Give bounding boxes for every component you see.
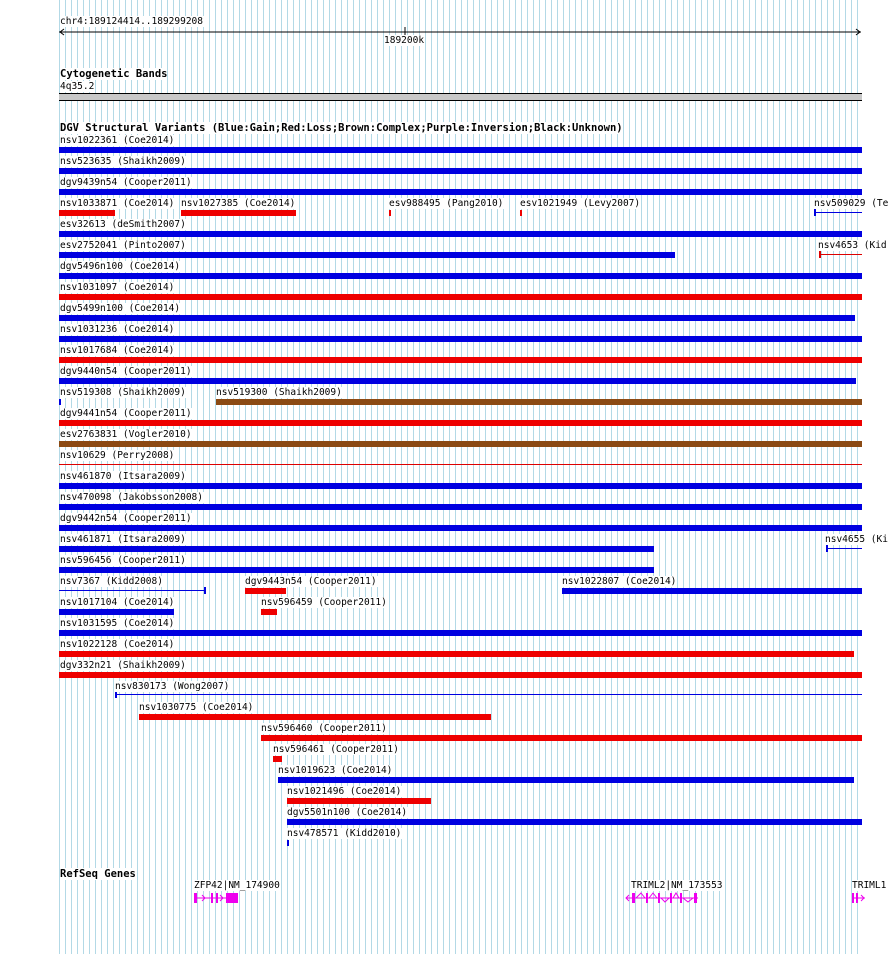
variant-bar-gain[interactable] xyxy=(59,483,862,489)
variant-label[interactable]: esv1021949 (Levy2007) xyxy=(520,198,641,209)
variant-label[interactable]: nsv1022128 (Coe2014) xyxy=(60,639,175,650)
variant-label[interactable]: nsv1017684 (Coe2014) xyxy=(60,345,175,356)
variant-label[interactable]: nsv596461 (Cooper2011) xyxy=(273,744,399,755)
variant-label[interactable]: nsv830173 (Wong2007) xyxy=(115,681,230,692)
cytoband-track-title: Cytogenetic Bands xyxy=(60,68,168,80)
gene-intron-hat xyxy=(673,893,679,898)
variant-label[interactable]: nsv478571 (Kidd2010) xyxy=(287,828,402,839)
gene-exon xyxy=(670,893,672,903)
variant-label[interactable]: nsv4653 (Kid xyxy=(818,240,887,251)
variant-label[interactable]: esv32613 (deSmith2007) xyxy=(60,219,186,230)
gene-label[interactable]: TRIML2|NM_173553 xyxy=(631,880,723,891)
gene-exon xyxy=(211,893,213,903)
variant-label[interactable]: nsv596456 (Cooper2011) xyxy=(60,555,186,566)
variant-label[interactable]: nsv1021496 (Coe2014) xyxy=(287,786,402,797)
dgv-track-title: DGV Structural Variants (Blue:Gain;Red:Loss;Brown:Complex;Purple:Inversion;Black:Unknown) xyxy=(60,122,623,134)
variant-label[interactable]: nsv1031097 (Coe2014) xyxy=(60,282,175,293)
variant-label[interactable]: nsv523635 (Shaikh2009) xyxy=(60,156,186,167)
variant-bar-gain-end[interactable] xyxy=(826,545,828,552)
variant-label[interactable]: nsv1019623 (Coe2014) xyxy=(278,765,393,776)
variant-bar-gain-thin[interactable] xyxy=(826,548,862,549)
gene-exon xyxy=(680,893,682,903)
gene-exon xyxy=(216,893,218,903)
cytoband-bar[interactable] xyxy=(59,93,862,101)
gene-label[interactable]: TRIML1 xyxy=(852,880,887,891)
variant-label[interactable]: nsv596459 (Cooper2011) xyxy=(261,597,387,608)
variant-label[interactable]: dgv9443n54 (Cooper2011) xyxy=(245,576,377,587)
variant-bar-loss[interactable] xyxy=(287,798,431,804)
variant-bar-loss[interactable] xyxy=(139,714,491,720)
variant-label[interactable]: dgv9440n54 (Cooper2011) xyxy=(60,366,192,377)
variant-label[interactable]: dgv5499n100 (Coe2014) xyxy=(60,303,181,314)
variant-bar-loss[interactable] xyxy=(520,210,522,216)
variant-label[interactable]: esv2763831 (Vogler2010) xyxy=(60,429,192,440)
variant-label[interactable]: nsv461871 (Itsara2009) xyxy=(60,534,186,545)
variant-label[interactable]: nsv509029 (Te xyxy=(814,198,889,209)
variant-bar-gain[interactable] xyxy=(59,609,174,615)
cytoband-name: 4q35.2 xyxy=(60,81,95,92)
variant-bar-gain[interactable] xyxy=(59,189,862,195)
variant-label[interactable]: nsv1031595 (Coe2014) xyxy=(60,618,175,629)
gene-exon xyxy=(646,893,648,903)
variant-bar-loss[interactable] xyxy=(59,420,862,426)
gene-exon xyxy=(694,893,697,903)
variant-label[interactable]: nsv1030775 (Coe2014) xyxy=(139,702,254,713)
variant-bar-loss[interactable] xyxy=(261,735,862,741)
variant-label[interactable]: esv988495 (Pang2010) xyxy=(389,198,504,209)
variant-bar-gain[interactable] xyxy=(59,630,862,636)
variant-bar-gain[interactable] xyxy=(59,399,61,405)
gene-intron-hat xyxy=(683,898,693,902)
variant-bar-gain[interactable] xyxy=(59,147,862,153)
variant-bar-loss[interactable] xyxy=(245,588,286,594)
variant-bar-gain[interactable] xyxy=(59,252,675,258)
variant-bar-gain[interactable] xyxy=(59,546,654,552)
variant-label[interactable]: nsv1022807 (Coe2014) xyxy=(562,576,677,587)
variant-bar-loss[interactable] xyxy=(181,210,296,216)
variant-bar-gain[interactable] xyxy=(59,525,862,531)
variant-label[interactable]: nsv1027385 (Coe2014) xyxy=(181,198,296,209)
variant-bar-gain[interactable] xyxy=(59,168,862,174)
gene-exon xyxy=(658,893,660,903)
variant-bar-gain-thin[interactable] xyxy=(115,694,862,695)
ruler-tick-label: 189200k xyxy=(384,35,425,46)
variant-label[interactable]: nsv1022361 (Coe2014) xyxy=(60,135,175,146)
variant-bar-gain-thin[interactable] xyxy=(814,212,862,213)
variant-bar-gain-end[interactable] xyxy=(814,209,816,216)
gene-intron-hat xyxy=(649,893,657,898)
gene-model-triml1[interactable] xyxy=(850,890,870,906)
variant-label[interactable]: nsv470098 (Jakobsson2008) xyxy=(60,492,203,503)
variant-bar-gain[interactable] xyxy=(562,588,862,594)
variant-bar-loss[interactable] xyxy=(59,210,115,216)
variant-bar-gain[interactable] xyxy=(59,231,862,237)
variant-bar-gain[interactable] xyxy=(59,567,654,573)
variant-label[interactable]: nsv1031236 (Coe2014) xyxy=(60,324,175,335)
variant-bar-loss[interactable] xyxy=(261,609,277,615)
variant-bar-gain[interactable] xyxy=(59,336,862,342)
location-label: chr4:189124414..189299208 xyxy=(60,16,203,27)
variant-bar-gain[interactable] xyxy=(59,315,855,321)
variant-bar-gain[interactable] xyxy=(59,504,862,510)
position-ruler[interactable] xyxy=(59,22,862,42)
variant-bar-complex[interactable] xyxy=(216,399,862,405)
variant-label[interactable]: esv2752041 (Pinto2007) xyxy=(60,240,186,251)
variant-label[interactable]: nsv519300 (Shaikh2009) xyxy=(216,387,342,398)
variant-label[interactable]: nsv519308 (Shaikh2009) xyxy=(60,387,186,398)
variant-bar-loss[interactable] xyxy=(59,294,862,300)
variant-label[interactable]: nsv4655 (Ki xyxy=(825,534,888,545)
variant-label[interactable]: nsv10629 (Perry2008) xyxy=(60,450,175,461)
variant-label[interactable]: dgv9441n54 (Cooper2011) xyxy=(60,408,192,419)
gene-exon xyxy=(226,893,238,903)
refseq-track-title: RefSeq Genes xyxy=(60,868,136,880)
variant-bar-gain[interactable] xyxy=(278,777,854,783)
variant-bar-loss-end[interactable] xyxy=(819,251,821,258)
variant-label[interactable]: nsv596460 (Cooper2011) xyxy=(261,723,387,734)
variant-label[interactable]: dgv5501n100 (Coe2014) xyxy=(287,807,408,818)
gene-exon xyxy=(194,893,197,903)
variant-bar-gain[interactable] xyxy=(287,840,289,846)
variant-bar-gain-end[interactable] xyxy=(204,587,206,594)
gene-model-triml2[interactable] xyxy=(622,890,702,906)
variant-bar-complex[interactable] xyxy=(59,441,862,447)
variant-bar-gain-end[interactable] xyxy=(115,691,117,698)
gene-intron-hat xyxy=(636,893,645,898)
variant-bar-loss[interactable] xyxy=(273,756,282,762)
variant-label[interactable]: dgv9439n54 (Cooper2011) xyxy=(60,177,192,188)
variant-label[interactable]: dgv9442n54 (Cooper2011) xyxy=(60,513,192,524)
variant-bar-loss-thin[interactable] xyxy=(819,254,862,255)
gene-label[interactable]: ZFP42|NM_174900 xyxy=(194,880,280,891)
gene-intron-hat xyxy=(661,898,669,902)
variant-label[interactable]: nsv7367 (Kidd2008) xyxy=(60,576,163,587)
gene-model-zfp42[interactable] xyxy=(190,890,250,906)
variant-bar-loss[interactable] xyxy=(59,357,862,363)
gene-exon xyxy=(632,893,635,903)
variant-bar-gain[interactable] xyxy=(59,378,856,384)
variant-bar-loss[interactable] xyxy=(59,651,854,657)
variant-bar-gain-thin[interactable] xyxy=(59,590,206,591)
variant-bar-gain[interactable] xyxy=(287,819,862,825)
variant-label[interactable]: dgv5496n100 (Coe2014) xyxy=(60,261,181,272)
variant-label[interactable]: nsv461870 (Itsara2009) xyxy=(60,471,186,482)
variant-bar-gain[interactable] xyxy=(59,273,862,279)
variant-bar-loss[interactable] xyxy=(59,672,862,678)
variant-bar-loss[interactable] xyxy=(389,210,391,216)
variant-label[interactable]: dgv332n21 (Shaikh2009) xyxy=(60,660,186,671)
variant-bar-loss-thin[interactable] xyxy=(59,464,862,465)
variant-label[interactable]: nsv1017104 (Coe2014) xyxy=(60,597,175,608)
variant-label[interactable]: nsv1033871 (Coe2014) xyxy=(60,198,175,209)
